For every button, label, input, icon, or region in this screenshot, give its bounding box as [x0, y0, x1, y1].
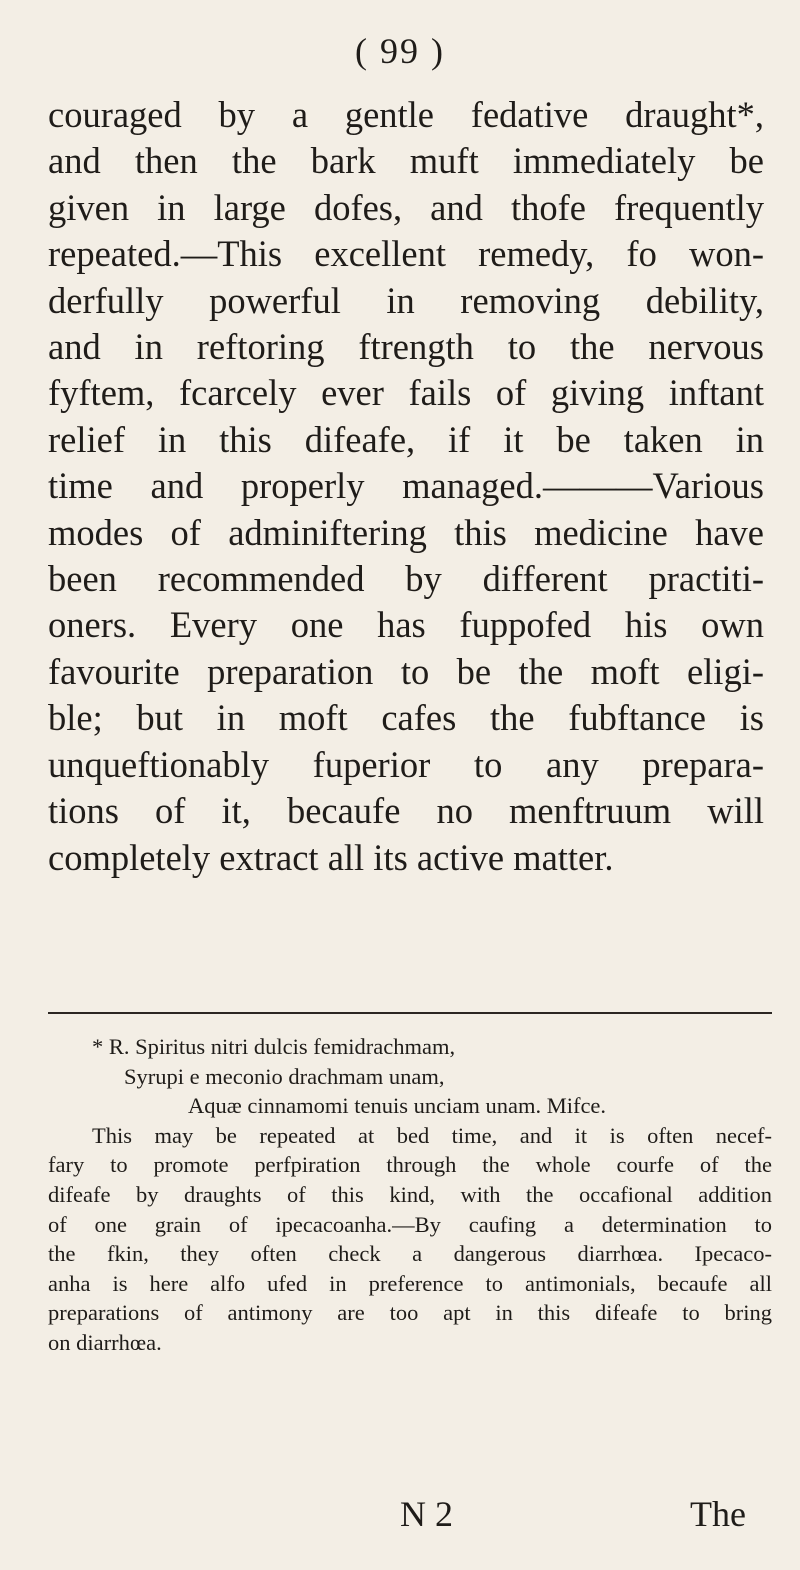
body-line: and in reftoring ftrength to the nervous: [48, 326, 764, 368]
body-text: [48, 92, 764, 881]
body-line: given in large dofes, and thofe frequently: [48, 186, 764, 228]
footnote-prescription-line: Syrupi e meconio drachmam unam,: [124, 1063, 445, 1089]
footnote-line: anha is here alfo ufed in preference to antimonials, becaufe all: [48, 1270, 772, 1296]
catchword: The: [690, 1494, 746, 1534]
page-number: ( 99 ): [355, 31, 445, 71]
body-line: been recommended by different practiti-: [48, 558, 764, 600]
body-line: oners. Every one has fuppofed his own: [48, 604, 764, 646]
footnote-line: preparations of antimony are too apt in this difeafe to bring: [48, 1300, 772, 1326]
footnote-prescription-line: Aquæ cinnamomi tenuis unciam unam. Mifce.: [188, 1093, 607, 1119]
body-line: ble; but in moft cafes the fubftance is: [48, 697, 764, 739]
body-line: unqueftionably fuperior to any prepara-: [48, 743, 764, 785]
footnote-line: the fkin, they often check a dangerous diarrhœa. Ipecaco-: [48, 1241, 772, 1267]
signature-mark: N 2: [400, 1494, 453, 1534]
body-line: and then the bark muft immediately be: [48, 140, 764, 182]
footnote-line: difeafe by draughts of this kind, with the occafional addition: [48, 1181, 772, 1207]
footnote-prescription-line: * R. Spiritus nitri dulcis femidrachmam,: [92, 1034, 456, 1059]
body-line: time and properly managed.———Various: [48, 465, 764, 507]
body-line: favourite preparation to be the moft eligi-: [48, 650, 764, 692]
footnote: [48, 1032, 772, 1358]
body-line: repeated.—This excellent remedy, fo won-: [48, 233, 764, 275]
body-line: couraged by a gentle fedative draught*,: [48, 94, 764, 135]
body-line: fyftem, fcarcely ever fails of giving inftant: [48, 372, 764, 414]
footnote-line: of one grain of ipecacoanha.—By caufing a determination to: [48, 1211, 772, 1237]
footnote-line: This may be repeated at bed time, and it is often necef-: [92, 1122, 772, 1148]
body-line: completely extract all its active matter.: [48, 836, 614, 878]
footnote-line: on diarrhœa.: [48, 1329, 162, 1355]
body-line: modes of adminiftering this medicine have: [48, 511, 764, 553]
body-line: derfully powerful in removing debility,: [48, 279, 764, 321]
body-line: tions of it, becaufe no menftruum will: [48, 790, 764, 832]
body-line: relief in this difeafe, if it be taken in: [48, 418, 764, 460]
footnote-divider: [48, 1012, 772, 1014]
footnote-line: fary to promote perfpiration through the whole courfe of the: [48, 1152, 772, 1178]
